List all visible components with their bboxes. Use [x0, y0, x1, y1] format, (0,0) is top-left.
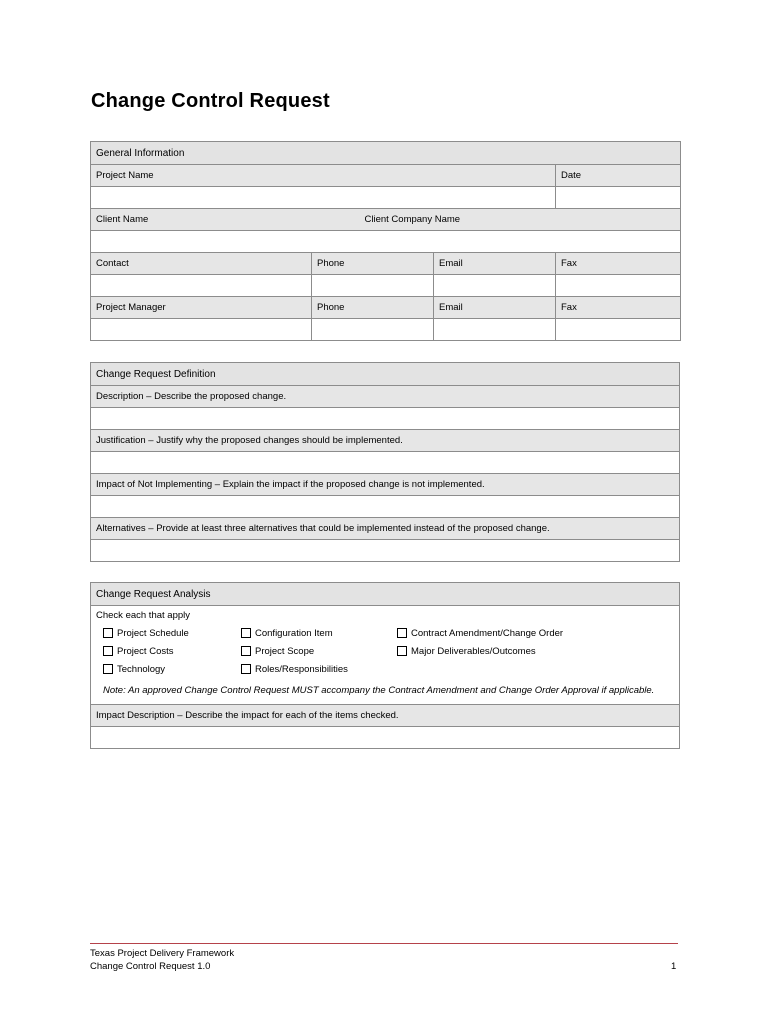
client-name-label: Client Name	[91, 209, 434, 231]
project-costs-label: Project Costs	[117, 645, 174, 657]
pm-email-field[interactable]	[434, 319, 556, 341]
project-manager-field[interactable]	[91, 319, 312, 341]
contact-label: Contact	[91, 253, 312, 275]
major-deliverables-option[interactable]	[397, 644, 637, 658]
project-scope-checkbox[interactable]	[241, 646, 251, 656]
check-each-label: Check each that apply	[96, 610, 191, 621]
description-label: Description – Describe the proposed change.	[91, 386, 680, 408]
change-request-analysis-table	[90, 582, 680, 749]
technology-label: Technology	[117, 663, 166, 675]
contact-phone-field[interactable]	[312, 275, 434, 297]
major-deliverables-checkbox[interactable]	[397, 646, 407, 656]
project-name-label: Project Name	[91, 165, 556, 187]
pm-phone-field[interactable]	[312, 319, 434, 341]
justification-label: Justification – Justify why the proposed changes should be implemented.	[91, 430, 680, 452]
configuration-item-checkbox[interactable]	[241, 628, 251, 638]
checklist-cell	[91, 606, 680, 705]
impact-description-label: Impact Description – Describe the impact for each of the items checked.	[91, 705, 680, 727]
contact-field[interactable]	[91, 275, 312, 297]
project-name-field[interactable]	[91, 187, 556, 209]
project-manager-label: Project Manager	[91, 297, 312, 319]
pm-fax-label: Fax	[556, 297, 681, 319]
contract-amendment-option[interactable]	[397, 626, 637, 640]
footer-framework-name: Texas Project Delivery Framework	[90, 948, 235, 959]
pm-phone-label: Phone	[312, 297, 434, 319]
contract-amendment-checkbox[interactable]	[397, 628, 407, 638]
project-scope-label: Project Scope	[255, 645, 315, 657]
project-schedule-label: Project Schedule	[117, 627, 189, 639]
alternatives-field[interactable]	[91, 540, 680, 562]
client-name-field[interactable]	[91, 231, 681, 253]
contract-amendment-label: Contract Amendment/Change Order	[411, 627, 564, 639]
general-information-table	[90, 141, 681, 341]
footer-document-version: Change Control Request 1.0	[90, 961, 211, 972]
roles-responsibilities-option[interactable]	[241, 662, 397, 676]
client-company-name-label: Client Company Name	[434, 209, 681, 231]
approval-note: Note: An approved Change Control Request MUST accompany the Contract Amendment and Change Order Approval if applicable.	[103, 685, 655, 696]
project-scope-option[interactable]	[241, 644, 397, 658]
change-request-definition-table	[90, 362, 680, 562]
section-header-change-request-analysis: Change Request Analysis	[91, 583, 680, 606]
project-costs-checkbox[interactable]	[103, 646, 113, 656]
contact-fax-field[interactable]	[556, 275, 681, 297]
pm-fax-field[interactable]	[556, 319, 681, 341]
section-header-general-information: General Information	[91, 142, 681, 165]
configuration-item-option[interactable]	[241, 626, 397, 640]
date-label: Date	[556, 165, 681, 187]
impact-not-implementing-field[interactable]	[91, 496, 680, 518]
impact-description-field[interactable]	[91, 727, 680, 749]
roles-responsibilities-checkbox[interactable]	[241, 664, 251, 674]
section-header-change-request-definition: Change Request Definition	[91, 363, 680, 386]
project-costs-option[interactable]	[103, 644, 241, 658]
technology-option[interactable]	[103, 662, 241, 676]
configuration-item-label: Configuration Item	[255, 627, 333, 639]
alternatives-label: Alternatives – Provide at least three alternatives that could be implemented instead of the proposed change.	[91, 518, 680, 540]
contact-fax-label: Fax	[556, 253, 681, 275]
justification-field[interactable]	[91, 452, 680, 474]
footer-page-number: 1	[671, 961, 677, 972]
project-schedule-option[interactable]	[103, 626, 241, 640]
date-field[interactable]	[556, 187, 681, 209]
page-title: Change Control Request	[91, 90, 330, 112]
technology-checkbox[interactable]	[103, 664, 113, 674]
checkbox-grid	[103, 626, 674, 676]
contact-email-field[interactable]	[434, 275, 556, 297]
contact-email-label: Email	[434, 253, 556, 275]
pm-email-label: Email	[434, 297, 556, 319]
major-deliverables-label: Major Deliverables/Outcomes	[411, 645, 536, 657]
impact-not-implementing-label: Impact of Not Implementing – Explain the impact if the proposed change is not implemented.	[91, 474, 680, 496]
footer-divider	[90, 943, 678, 944]
contact-phone-label: Phone	[312, 253, 434, 275]
description-field[interactable]	[91, 408, 680, 430]
roles-responsibilities-label: Roles/Responsibilities	[255, 663, 348, 675]
project-schedule-checkbox[interactable]	[103, 628, 113, 638]
